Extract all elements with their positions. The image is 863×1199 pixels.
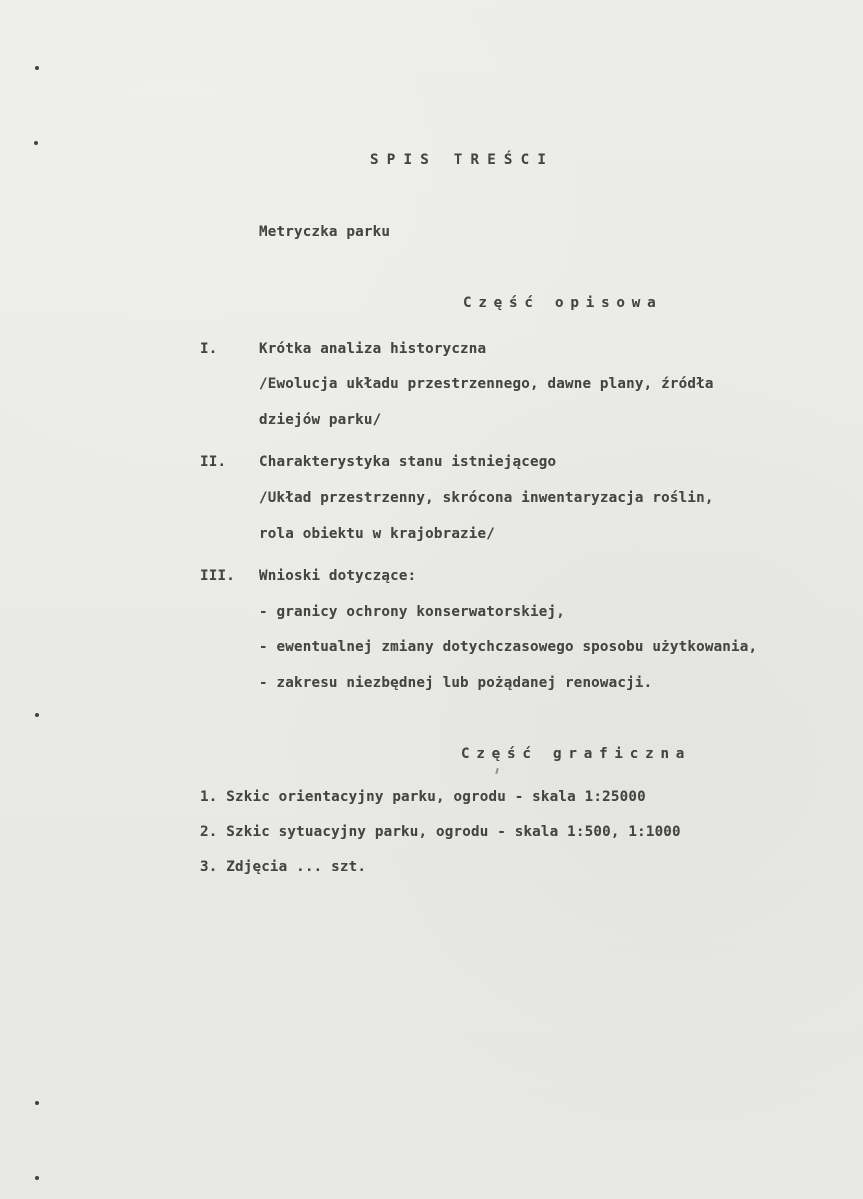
punch-hole-bottom (35, 1101, 39, 1105)
graphic-section-heading: Część graficzna (461, 746, 692, 762)
item-title-2: Charakterystyka stanu istniejącego (259, 454, 557, 470)
intro-line: Metryczka parku (259, 224, 391, 240)
graphic-item-2: 2. Szkic sytuacyjny parku, ogrodu - skala 1:500, 1:1000 (200, 824, 681, 840)
item-detail-2-line-1: /Układ przestrzenny, skrócona inwentaryzacja roślin, (259, 490, 714, 506)
graphic-item-3: 3. Zdjęcia ... szt. (200, 859, 367, 875)
item-title-1: Krótka analiza historyczna (259, 341, 487, 357)
punch-hole-upper-middle (34, 141, 38, 145)
item-number-2: II. (200, 454, 227, 470)
item-bullet-3: - zakresu niezbędnej lub pożądanej renowacji. (259, 675, 653, 691)
punch-hole-top (35, 66, 39, 70)
item-detail-1-line-2: dziejów parku/ (259, 412, 382, 428)
punch-hole-footer (35, 1176, 39, 1180)
item-number-1: I. (200, 341, 218, 357)
item-detail-1-line-1: /Ewolucja układu przestrzennego, dawne plany, źródła (259, 376, 714, 392)
item-detail-2-line-2: rola obiektu w krajobrazie/ (259, 526, 496, 542)
item-bullet-2: - ewentualnej zmiany dotychczasowego sposobu użytkowania, (259, 639, 758, 655)
descriptive-section-heading: Część opisowa (463, 295, 663, 311)
document-title: SPIS TREŚCI (370, 152, 555, 168)
item-number-3: III. (200, 568, 235, 584)
punch-hole-lower-middle (35, 713, 39, 717)
item-title-3: Wnioski dotyczące: (259, 568, 417, 584)
item-bullet-1: - granicy ochrony konserwatorskiej, (259, 604, 565, 620)
graphic-item-1: 1. Szkic orientacyjny parku, ogrodu - skala 1:25000 (200, 789, 646, 805)
ink-mark (495, 768, 498, 774)
